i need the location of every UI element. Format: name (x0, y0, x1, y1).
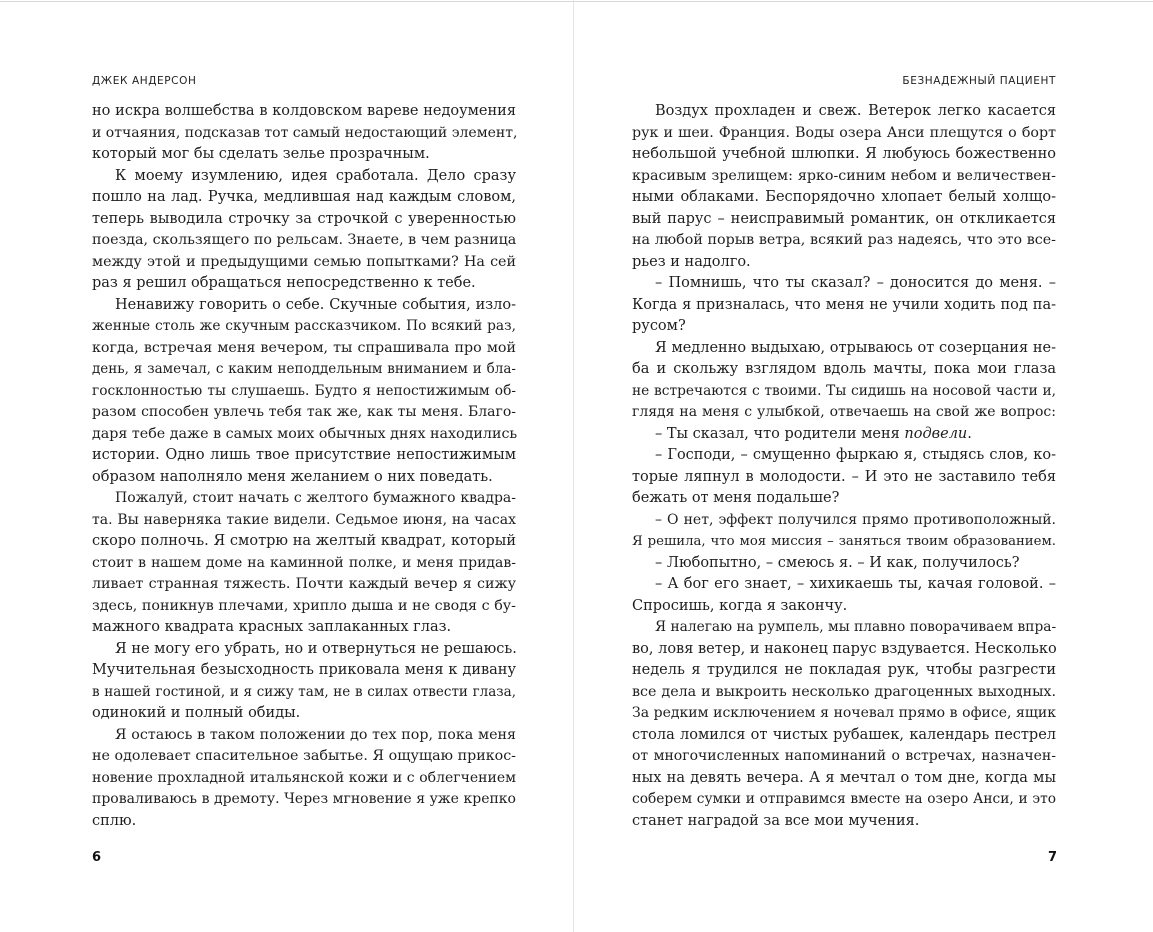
text-line: Я решила, что моя миссия – заняться твоим образованием. (632, 534, 1056, 549)
text-line: в нашей гостиной, и я сижу там, не в силах отвести глаза, (92, 683, 516, 700)
text-line: поезда, скользящего по рельсам. Знаете, в чем разница (92, 232, 517, 248)
text-line: торые ляпнул в молодости. – И это не заставило тебя (632, 468, 1056, 485)
text-line: Я налегаю на румпель, мы плавно поворачиваем впра- (655, 619, 1057, 635)
text-line: К моему изумлению, идея сработала. Дело сразу (115, 167, 516, 184)
text-line: разом способен увлечь тебя так же, как ты меня. Благо- (92, 404, 516, 420)
text-line: – А бог его знает, – хихикаешь ты, качая головой. – (655, 576, 1056, 592)
running-head-title: БЕЗНАДЕЖНЫЙ ПАЦИЕНТ (902, 75, 1056, 87)
page-number-left: 6 (92, 850, 102, 865)
text-line: все дела и выкроить несколько драгоценных выходных. (632, 683, 1056, 700)
text-line: когда, встречая меня вечером, ты спрашивала про мой (92, 339, 516, 356)
text-line: ливает странная тяжесть. Почти каждый вечер я сижу (92, 576, 516, 592)
text-line: – Любопытно, – смеюсь я. – И как, получилось? (655, 554, 1020, 571)
text-line: от многочисленных напоминаний о встречах, назначен- (632, 748, 1056, 764)
text-line: та. Вы наверняка такие видели. Седьмое июня, на часах (92, 511, 516, 528)
text-line: мажного квадрата красных заплаканных глаз. (92, 619, 452, 635)
text-line: – Помнишь, что ты сказал? – доносится до меня. – (655, 275, 1056, 291)
text-line: скоро полночь. Я смотрю на желтый квадрат, который (92, 533, 516, 549)
text-line: образом наполняло меня желанием о них поведать. (92, 468, 493, 485)
text-line: Я остаюсь в таком положении до тех пор, пока меня (115, 726, 516, 743)
text-line: За редким исключением я ночевал прямо в офисе, ящик (632, 705, 1056, 721)
text-line: и отчаяния, подсказав тот самый недостающий элемент, (92, 124, 518, 141)
text-line: Когда я призналась, что меня не учили ходить под па- (632, 296, 1056, 313)
text-line: ными облаками. Беспорядочно хлопает белый холщо- (632, 189, 1056, 205)
text-line: Я медленно выдыхаю, отрываюсь от созерцания не- (655, 339, 1056, 356)
text-line: день, я замечал, с каким неподдельным вниманием и бла- (92, 361, 516, 377)
page-number-right: 7 (1048, 850, 1058, 865)
text-line: стоит в нашем доме на каминной полке, и меня придав- (92, 554, 516, 571)
text-line: женные столь же скучным рассказчиком. По всякий раз, (92, 318, 516, 334)
text-line: – Ты сказал, что родители меня подвели. (655, 425, 972, 442)
text-line: недель я трудился не покладая рук, чтобы разгрести (632, 662, 1056, 678)
left-page (0, 0, 573, 932)
text-line: рук и шеи. Франция. Воды озера Анси плещутся о борт (632, 124, 1056, 141)
text-line: не одолевает спасительное забытье. Я ощущаю прикос- (92, 748, 516, 764)
text-line: сплю. (92, 812, 137, 829)
text-line: вый парус – неисправимый романтик, он откликается (632, 210, 1056, 227)
text-line: но искра волшебства в колдовском вареве недоумения (92, 103, 516, 119)
text-line: красивым зрелищем: ярко-синим небом и величествен- (632, 167, 1056, 184)
running-head-author: ДЖЕК АНДЕРСОН (92, 75, 197, 87)
text-line: здесь, поникнув плечами, хрипло дыша и не сводя с бу- (92, 597, 516, 614)
text-line: Пожалуй, стоит начать с желтого бумажного квадра- (115, 490, 516, 506)
text-line: даря тебе даже в самых моих обычных днях находились (92, 425, 518, 442)
text-line: на любой порыв ветра, всякий раз надеясь, что это все- (632, 232, 1056, 248)
text-line: Воздух прохладен и свеж. Ветерок легко касается (655, 103, 1056, 119)
text-line: истории. Одно лишь твое присутствие непостижимым (92, 447, 516, 463)
text-line: одинокий и полный обиды. (92, 705, 301, 721)
text-line: не встречаются с твоими. Ты сидишь на носовой части и, (632, 382, 1056, 399)
text-line: раз я решил обращаться непосредственно к тебе. (92, 275, 476, 291)
text-line: – О нет, эффект получился прямо противоположный. (655, 511, 1056, 528)
right-page (574, 0, 1153, 932)
text-line: проваливаюсь в дремоту. Через мгновение я уже крепко (92, 791, 516, 807)
text-line: госклонностью ты слушаешь. Будто я непостижимым об- (92, 382, 516, 399)
text-line: – Господи, – смущенно фыркаю я, стыдясь слов, ко- (655, 447, 1056, 463)
text-line: Спросишь, когда я закончу. (632, 597, 848, 614)
text-line: небольшой учебной шлюпки. Я любуюсь божественно (632, 146, 1056, 162)
left-page-body (92, 101, 516, 832)
text-line: станет наградой за все мои мучения. (632, 812, 920, 829)
right-page-body (632, 101, 1056, 832)
text-line: теперь выводила строчку за строчкой с уверенностью (92, 210, 516, 227)
text-line: который мог бы сделать зелье прозрачным. (92, 146, 430, 162)
text-line: бежать от меня подальше? (632, 490, 840, 506)
text-line: глядя на меня с улыбкой, отвечаешь на свой же вопрос: (632, 404, 1056, 420)
text-line: стола ломился от чистых рубашек, календарь пестрел (632, 726, 1056, 743)
text-line: пошло на лад. Ручка, медлившая над каждым словом, (92, 189, 516, 205)
text-line: новение прохладной итальянской кожи и с облегчением (92, 769, 516, 786)
text-line: во, ловя ветер, и наконец парус вздувается. Несколько (632, 640, 1057, 657)
text-line: между этой и предыдущими семью попытками? На сей (92, 253, 516, 270)
text-line: Ненавижу говорить о себе. Скучные события, изло- (115, 296, 516, 313)
text-line: Я не могу его убрать, но и отвернуться не решаюсь. (115, 640, 517, 657)
text-line: ных на девять вечера. А я мечтал о том дне, когда мы (632, 769, 1056, 786)
text-line: русом? (632, 318, 686, 334)
text-line: соберем сумки и отправимся вместе на озеро Анси, и это (632, 791, 1056, 807)
text-line: Мучительная безысходность приковала меня к дивану (92, 662, 516, 678)
text-line: ба и скольжу взглядом вдоль мачты, пока мои глаза (632, 361, 1056, 377)
text-line: рьез и надолго. (632, 253, 751, 270)
